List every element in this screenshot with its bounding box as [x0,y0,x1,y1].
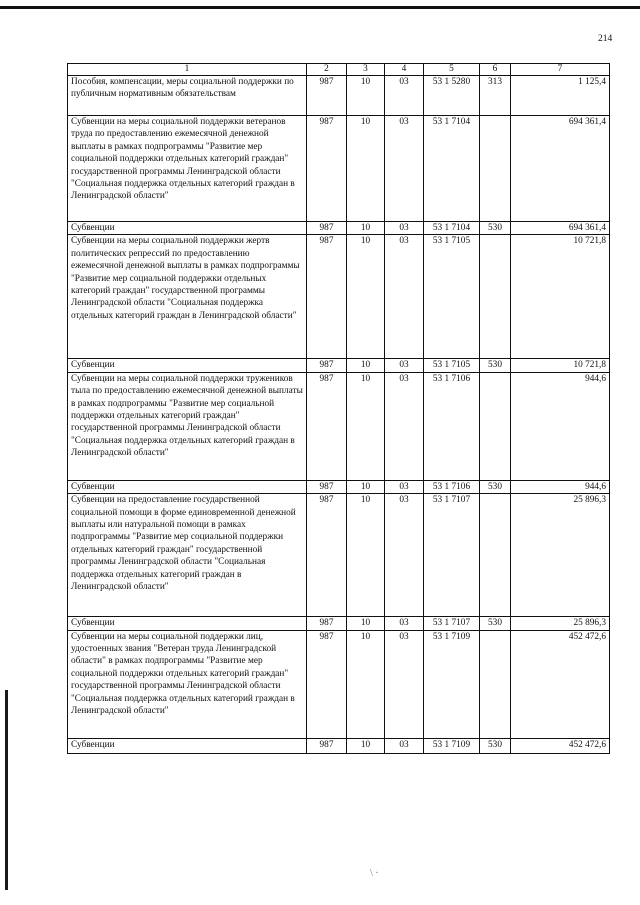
row-col-6: 313 [480,76,511,116]
row-col-6: 530 [480,480,511,493]
row-col-3: 10 [347,76,385,116]
table-row [68,617,610,630]
row-col-4: 03 [385,235,424,359]
row-col-2: 987 [307,494,347,617]
table-row [68,222,610,235]
row-col-6: 530 [480,738,511,753]
row-name: Субвенции [68,738,307,753]
row-col-2: 987 [307,617,347,630]
scan-margin-mark [5,690,8,890]
header-col-6: 6 [480,64,511,76]
row-col-7: 1 125,4 [511,76,610,116]
row-col-2: 987 [307,76,347,116]
row-col-6 [480,372,511,480]
row-col-3: 10 [347,235,385,359]
row-col-7: 452 472,6 [511,738,610,753]
row-col-2: 987 [307,235,347,359]
row-col-4: 03 [385,222,424,235]
row-col-7: 694 361,4 [511,116,610,222]
row-name: Субвенции [68,617,307,630]
row-col-7: 10 721,8 [511,235,610,359]
table-row [68,494,610,617]
row-col-6 [480,630,511,738]
row-col-5: 53 1 7105 [424,359,480,372]
row-col-4: 03 [385,480,424,493]
row-col-2: 987 [307,116,347,222]
row-col-3: 10 [347,372,385,480]
top-rule [0,6,640,9]
table-row [68,76,610,116]
row-name: Пособия, компенсации, меры социальной поддержки по публичным нормативным обязательствам [68,76,307,116]
row-col-3: 10 [347,738,385,753]
header-col-3: 3 [347,64,385,76]
row-col-3: 10 [347,359,385,372]
row-col-3: 10 [347,494,385,617]
row-col-5: 53 1 7105 [424,235,480,359]
row-col-7: 25 896,3 [511,494,610,617]
row-col-3: 10 [347,222,385,235]
table-row [68,116,610,222]
row-col-6 [480,116,511,222]
row-col-3: 10 [347,630,385,738]
row-col-6: 530 [480,617,511,630]
row-col-5: 53 1 7104 [424,116,480,222]
row-col-2: 987 [307,359,347,372]
row-col-5: 53 1 7106 [424,372,480,480]
row-col-5: 53 1 5280 [424,76,480,116]
row-col-3: 10 [347,480,385,493]
row-col-4: 03 [385,630,424,738]
row-col-6 [480,494,511,617]
row-col-4: 03 [385,372,424,480]
row-name: Субвенции на меры социальной поддержки тружеников тыла по предоставлению ежемесячной денежной выплаты в рамках подпрограммы "Развитие мер социальной поддержки отдельных категорий граждан" государственной программы Ленинградской области "Социальная поддержка отдельных категорий граждан в Ленинградской области" [68,372,307,480]
table-row [68,480,610,493]
row-col-2: 987 [307,738,347,753]
row-name: Субвенции на меры социальной поддержки лиц, удостоенных звания "Ветеран труда Ленинградской области" в рамках подпрограммы "Развитие мер социальной поддержки отдельных категорий граждан" государственной программы Ленинградской области "Социальная поддержка отдельных категорий граждан в Ленинградской области" [68,630,307,738]
row-col-7: 25 896,3 [511,617,610,630]
row-col-7: 10 721,8 [511,359,610,372]
row-col-5: 53 1 7104 [424,222,480,235]
row-col-3: 10 [347,116,385,222]
row-name: Субвенции [68,222,307,235]
table-row [68,738,610,753]
row-col-2: 987 [307,630,347,738]
row-col-6 [480,235,511,359]
header-col-7: 7 [511,64,610,76]
scan-dust-mark: \ · [370,868,379,879]
header-col-2: 2 [307,64,347,76]
row-col-4: 03 [385,738,424,753]
table-row [68,372,610,480]
row-name: Субвенции [68,359,307,372]
table-row [68,630,610,738]
row-col-3: 10 [347,617,385,630]
budget-table [67,63,610,754]
row-col-5: 53 1 7109 [424,738,480,753]
header-col-5: 5 [424,64,480,76]
row-col-4: 03 [385,76,424,116]
row-col-2: 987 [307,480,347,493]
row-name: Субвенции на меры социальной поддержки ветеранов труда по предоставлению ежемесячной денежной выплаты в рамках подпрограммы "Развитие мер социальной поддержки отдельных категорий граждан" государственной программы Ленинградской области "Социальная поддержка отдельных категорий граждан в Ленинградской области" [68,116,307,222]
row-col-5: 53 1 7107 [424,617,480,630]
row-col-2: 987 [307,372,347,480]
row-col-6: 530 [480,222,511,235]
table-header-row [68,64,610,76]
row-col-7: 944,6 [511,480,610,493]
table-row [68,235,610,359]
row-col-7: 452 472,6 [511,630,610,738]
row-col-5: 53 1 7109 [424,630,480,738]
row-col-5: 53 1 7106 [424,480,480,493]
page-number: 214 [598,34,613,44]
row-name: Субвенции на меры социальной поддержки жертв политических репрессий по предоставлению ежемесячной денежной выплаты в рамках подпрограммы "Развитие мер социальной поддержки отдельных категорий граждан" государственной программы Ленинградской области "Социальная поддержка отдельных категорий граждан в Ленинградской области" [68,235,307,359]
row-col-4: 03 [385,494,424,617]
row-col-2: 987 [307,222,347,235]
row-name: Субвенции [68,480,307,493]
table-row [68,359,610,372]
row-col-5: 53 1 7107 [424,494,480,617]
row-col-7: 694 361,4 [511,222,610,235]
row-col-4: 03 [385,617,424,630]
row-col-7: 944,6 [511,372,610,480]
header-col-4: 4 [385,64,424,76]
header-col-1: 1 [68,64,307,76]
row-name: Субвенции на предоставление государственной социальной помощи в форме единовременной денежной выплаты или натуральной помощи в рамках подпрограммы "Развитие мер социальной поддержки отдельных категорий граждан" государственной программы Ленинградской области "Социальная поддержка отдельных категорий граждан в Ленинградской области" [68,494,307,617]
row-col-4: 03 [385,116,424,222]
row-col-6: 530 [480,359,511,372]
row-col-4: 03 [385,359,424,372]
